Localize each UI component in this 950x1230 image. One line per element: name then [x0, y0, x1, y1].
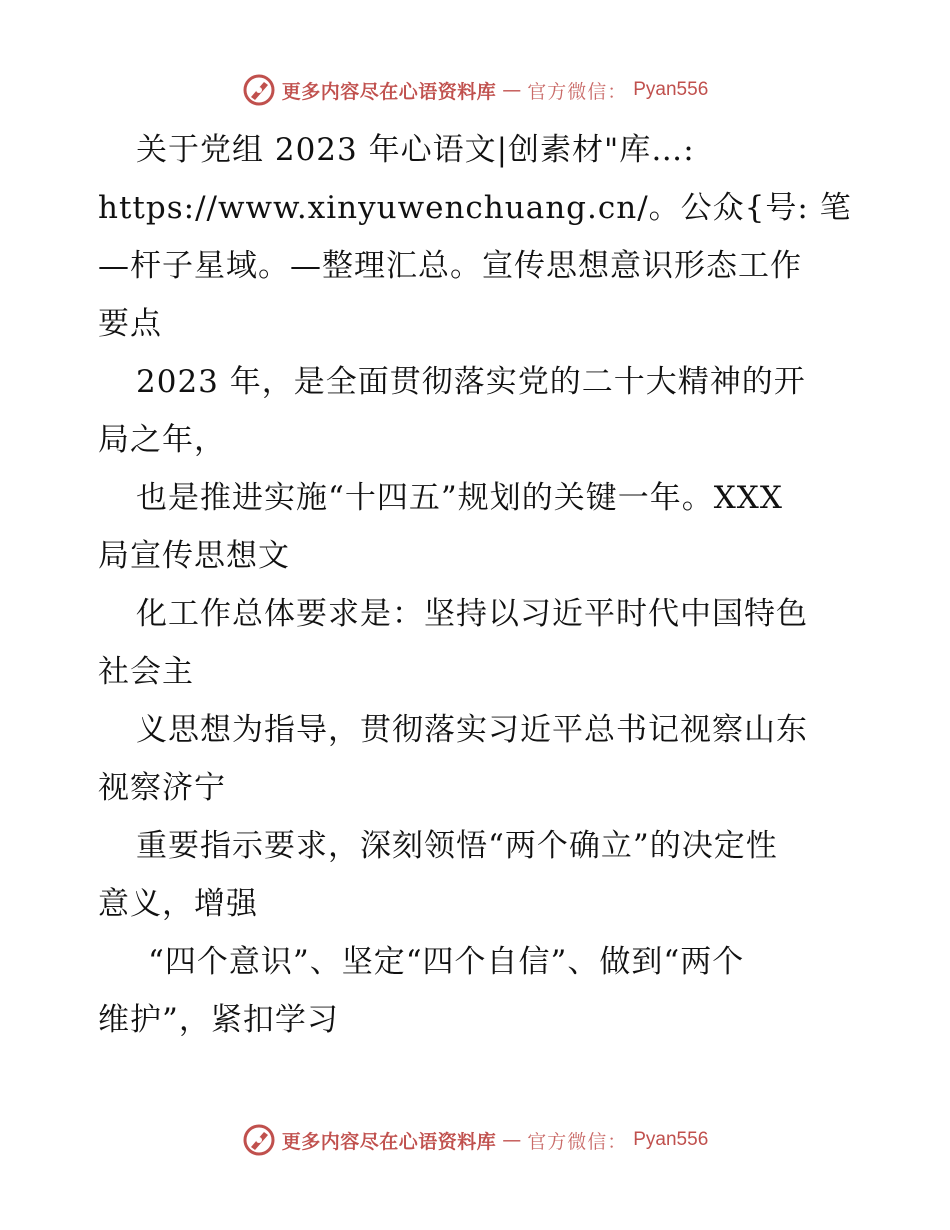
body-line: 意义，增强: [98, 886, 258, 922]
body-line: 2023 年，是全面贯彻落实党的二十大精神的开: [136, 364, 806, 400]
body-line: 要点: [98, 306, 162, 342]
body-line: 关于党组 2023 年心语文|创素材"库…:: [136, 132, 695, 168]
banner-wechat-label: 官方微信：: [527, 80, 628, 103]
body-line: —杆子星域。—整理汇总。宣传思想意识形态工作: [98, 248, 802, 284]
header-banner: [0, 70, 950, 110]
body-line: 也是推进实施“十四五”规划的关键一年。XXX: [136, 480, 783, 516]
banner-wechat-id: Pyan556: [633, 1129, 709, 1150]
body-line: 化工作总体要求是：坚持以习近平时代中国特色: [136, 596, 808, 632]
banner-wechat-label: 官方微信：: [527, 1130, 628, 1153]
body-line: 视察济宁: [98, 770, 226, 806]
body-line: 社会主: [98, 654, 194, 690]
banner-wechat-id: Pyan556: [633, 79, 709, 100]
document-body: [98, 121, 858, 1049]
pen-seal-icon: [242, 1123, 276, 1157]
body-line: “四个意识”、坚定“四个自信”、做到“两个: [148, 944, 745, 980]
body-line: 重要指示要求，深刻领悟“两个确立”的决定性: [136, 828, 778, 864]
body-line: 维护”，紧扣学习: [98, 1002, 339, 1038]
body-line: https://www.xinyuwenchuang.cn/。公众{号: 笔: [98, 190, 852, 226]
body-line: 局之年，: [98, 422, 226, 458]
banner-title: 更多内容尽在心语资料库: [281, 1130, 497, 1153]
banner-title: 更多内容尽在心语资料库: [281, 80, 497, 103]
banner-dash: —: [502, 1129, 522, 1151]
footer-banner: [0, 1120, 950, 1160]
body-line: 义思想为指导，贯彻落实习近平总书记视察山东: [136, 712, 808, 748]
banner-dash: —: [502, 79, 522, 101]
body-line: 局宣传思想文: [98, 538, 290, 574]
pen-seal-icon: [242, 73, 276, 107]
